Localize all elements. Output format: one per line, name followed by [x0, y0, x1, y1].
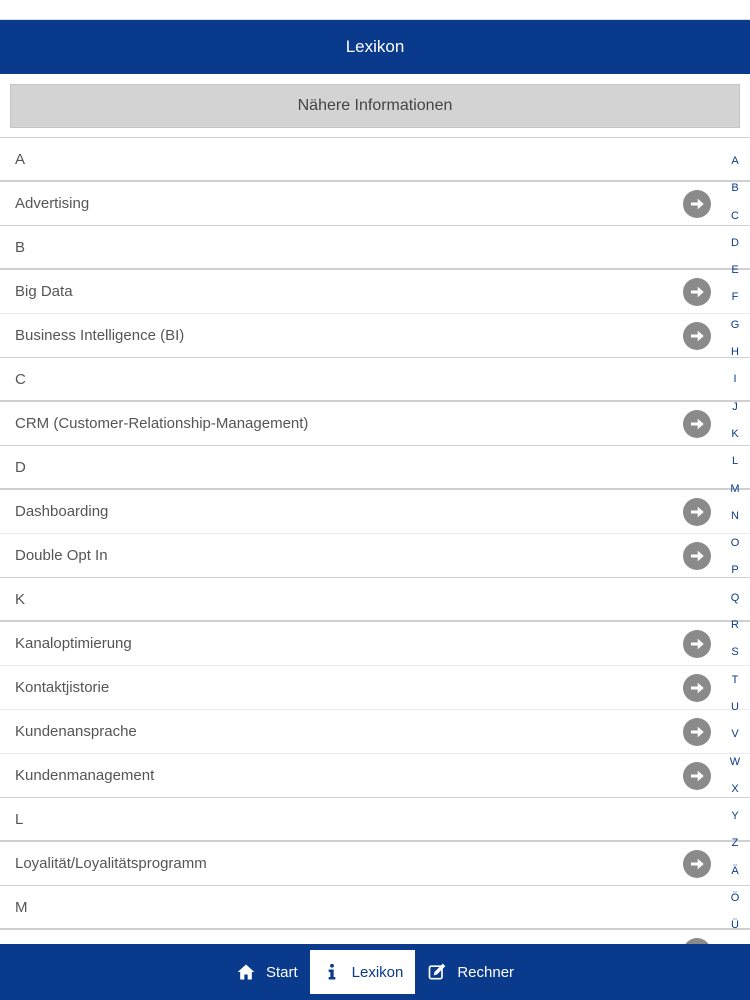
- arrow-right-icon[interactable]: [683, 410, 711, 438]
- list-item-label: Big Data: [15, 283, 73, 300]
- list-item-label: Business Intelligence (BI): [15, 327, 185, 344]
- list-item-label: Double Opt In: [15, 547, 108, 564]
- section-letter: K: [15, 590, 26, 608]
- arrow-right-icon[interactable]: [683, 278, 711, 306]
- section-letter: M: [15, 898, 28, 916]
- section-letter: L: [15, 810, 24, 828]
- index-letter[interactable]: J: [732, 400, 738, 413]
- tab-label: Start: [265, 963, 298, 981]
- section-letter: C: [15, 370, 26, 388]
- list-item-label: Advertising: [15, 195, 90, 212]
- tab-start[interactable]: [224, 950, 310, 994]
- edit-icon: [427, 962, 447, 982]
- index-letter[interactable]: P: [731, 564, 739, 577]
- section-letter: D: [15, 458, 26, 476]
- page-title: Lexikon: [345, 37, 405, 56]
- index-letter[interactable]: T: [731, 673, 739, 686]
- arrow-right-icon[interactable]: [683, 674, 711, 702]
- tab-lexikon[interactable]: [310, 950, 416, 994]
- list-item[interactable]: [0, 534, 750, 578]
- list-item[interactable]: [0, 930, 750, 944]
- list-item-label: Kontaktjistorie: [15, 679, 110, 696]
- list-item-label: Loyalität/Loyalitätsprogramm: [15, 855, 207, 872]
- index-letter[interactable]: A: [731, 155, 739, 167]
- section-header: [0, 578, 750, 622]
- section-header: [0, 446, 750, 490]
- arrow-right-icon[interactable]: [683, 498, 711, 526]
- list-item-label: Kundenmanagement: [15, 767, 155, 784]
- index-letter[interactable]: L: [731, 455, 739, 468]
- list-item[interactable]: [0, 402, 750, 446]
- arrow-right-icon[interactable]: [683, 630, 711, 658]
- list-item-label: Kanaloptimierung: [15, 635, 132, 652]
- list-item[interactable]: [0, 666, 750, 710]
- index-letter[interactable]: B: [731, 182, 739, 195]
- alphabet-index[interactable]: [725, 148, 745, 938]
- index-letter[interactable]: N: [731, 509, 739, 522]
- index-letter[interactable]: X: [731, 782, 739, 795]
- arrow-right-icon[interactable]: [683, 190, 711, 218]
- section-letter: B: [15, 238, 26, 256]
- index-letter[interactable]: S: [731, 646, 739, 659]
- more-info-button[interactable]: Nähere Informationen: [10, 84, 740, 128]
- index-letter[interactable]: W: [729, 755, 741, 768]
- section-header: [0, 886, 750, 930]
- info-icon: [322, 962, 342, 982]
- index-letter[interactable]: Ä: [731, 864, 739, 877]
- arrow-right-icon[interactable]: [683, 762, 711, 790]
- list-item-label: Kundenansprache: [15, 723, 137, 740]
- tab-bar: [0, 944, 750, 1000]
- home-icon: [236, 962, 256, 982]
- index-letter[interactable]: U: [731, 700, 739, 713]
- index-letter[interactable]: H: [731, 346, 739, 359]
- app-header: [0, 20, 750, 74]
- index-letter[interactable]: M: [730, 482, 740, 495]
- list-item[interactable]: [0, 622, 750, 666]
- index-letter[interactable]: Y: [731, 810, 739, 823]
- glossary-list[interactable]: [0, 137, 750, 944]
- list-item[interactable]: [0, 710, 750, 754]
- index-letter[interactable]: Q: [730, 591, 740, 604]
- index-letter[interactable]: V: [731, 728, 739, 741]
- section-header: [0, 798, 750, 842]
- index-letter[interactable]: Ö: [730, 892, 740, 905]
- index-letter[interactable]: Z: [731, 837, 739, 850]
- index-letter[interactable]: G: [730, 318, 740, 331]
- status-strip: [0, 0, 750, 20]
- arrow-right-icon[interactable]: [683, 322, 711, 350]
- index-letter[interactable]: F: [731, 291, 739, 304]
- index-letter[interactable]: E: [731, 264, 739, 277]
- tab-label: Lexikon: [351, 963, 404, 981]
- section-header: [0, 358, 750, 402]
- list-item[interactable]: [0, 270, 750, 314]
- index-letter[interactable]: K: [731, 427, 739, 440]
- list-item-label: CRM (Customer-Relationship-Management): [15, 415, 309, 432]
- list-item[interactable]: [0, 490, 750, 534]
- arrow-right-icon[interactable]: [683, 542, 711, 570]
- index-letter[interactable]: O: [730, 537, 740, 550]
- list-item[interactable]: [0, 754, 750, 798]
- tab-rechner[interactable]: [415, 950, 526, 994]
- section-header: [0, 226, 750, 270]
- section-letter: A: [15, 150, 26, 168]
- section-header: [0, 138, 750, 182]
- index-letter[interactable]: Ü: [731, 919, 739, 932]
- index-letter[interactable]: I: [733, 373, 737, 386]
- arrow-right-icon[interactable]: [683, 718, 711, 746]
- tab-label: Rechner: [457, 963, 515, 981]
- list-item[interactable]: [0, 842, 750, 886]
- list-item-label: Dashboarding: [15, 503, 109, 520]
- list-item[interactable]: [0, 314, 750, 358]
- list-item[interactable]: [0, 182, 750, 226]
- index-letter[interactable]: D: [731, 236, 739, 249]
- arrow-right-icon[interactable]: [683, 850, 711, 878]
- index-letter[interactable]: R: [731, 619, 739, 632]
- index-letter[interactable]: C: [731, 209, 739, 222]
